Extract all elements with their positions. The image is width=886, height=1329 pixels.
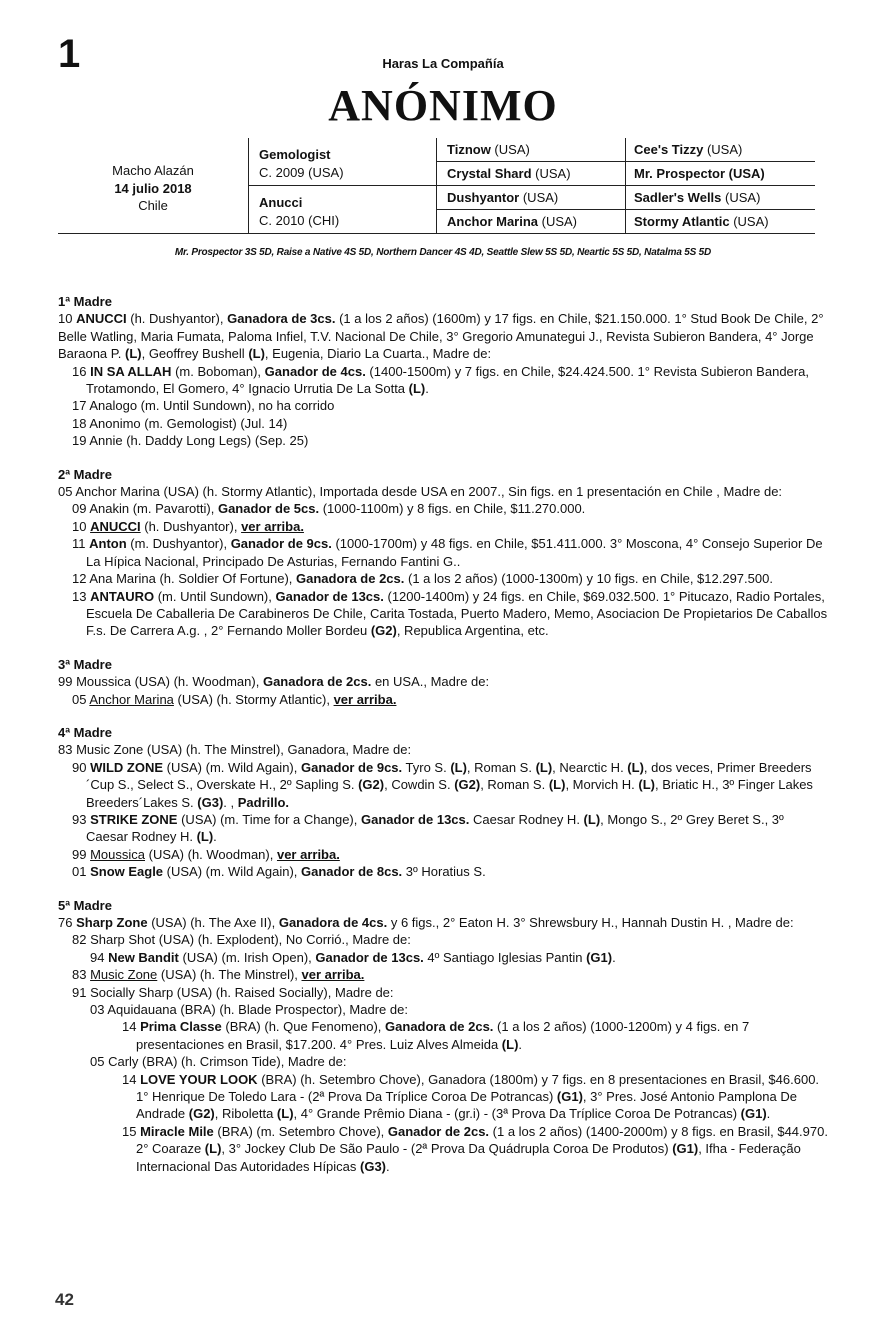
produce-entry: 94 New Bandit (USA) (m. Irish Open), Ganador de 13cs. 4º Santiago Iglesias Pantin (G1).: [90, 949, 616, 965]
produce-entry: 83 Music Zone (USA) (h. The Minstrel), ver arriba.: [72, 967, 365, 983]
horse-country: Chile: [138, 198, 168, 214]
pedigree-sire: [248, 138, 436, 186]
produce-entry: 99 Moussica (USA) (h. Woodman), ver arriba.: [72, 846, 340, 862]
dam-section-title: 2ª Madre: [58, 466, 112, 482]
produce-entry: 15 Miracle Mile (BRA) (m. Setembro Chove), Ganador de 2cs. (1 a los 2 años) (1400-2000m) y 8 figs. en Brasil, $44.970. 2° Coaraze (L), 3° Jockey Club De São Paulo - (2ª Prova Da Quádrupla Coroa De Produtos) (G1), Ifha - Federação Internacional Das Autoridades Hípicas (G3).: [122, 1123, 828, 1174]
produce-entry: 11 Anton (m. Dushyantor), Ganador de 9cs. (1000-1700m) y 48 figs. en Chile, $51.411.000. 3° Moscona, 4° Consejo Superior De La Hípica Nacional, Principado De Asturias, Fernando Fantini G..: [72, 536, 823, 569]
pedigree-table: [58, 138, 815, 234]
produce-entry: 16 IN SA ALLAH (m. Boboman), Ganador de 4cs. (1400-1500m) y 7 figs. en Chile, $24.424.500. 1° Revista Subieron Bandera, Trotamondo, El Gomero, 4° Ignacio Urrutia De La Sotta (L).: [72, 363, 809, 397]
produce-entry: 90 WILD ZONE (USA) (m. Wild Again), Ganador de 9cs. Tyro S. (L), Roman S. (L), Nearctic H. (L), dos veces, Primer Breeders´Cup S., Select S., Overskate H., 2º Sapling S. (G2), Cowdin S. (G2), Roman S. (L), Morvich H. (L), Briatic H., 3º Finger Lakes Breeders´Lakes S. (G3). , Padrillo.: [72, 759, 813, 810]
great-grandparent-1: Cee's Tizzy (USA): [625, 138, 815, 162]
dam-section-1: [58, 293, 828, 450]
produce-entry: 13 ANTAURO (m. Until Sundown), Ganador de 13cs. (1200-1400m) y 24 figs. en Chile, $69.032.500. 1° Pitucazo, Radio Portales, Escuela De Caballeria De Carabineros De Chile, Carita Tostada, Puerto Madero, Memo, Asociacion De Propietarios De Caballos F.s. De Carrera A.g. , 2° Fernando Moller Bordeu (G2), Republica Argentina, etc.: [72, 588, 828, 639]
produce-entry: 14 Prima Classe (BRA) (h. Que Fenomeno), Ganadora de 2cs. (1 a los 2 años) (1000-1200m) y 4 figs. en 7 presentaciones en Brasil, $17.200. 4° Pres. Luiz Alves Almeida (L).: [122, 1019, 750, 1052]
great-grandparent-4: Stormy Atlantic (USA): [625, 210, 815, 234]
farm-name: Haras La Compañía: [382, 56, 504, 71]
produce-entry: 19 Annie (h. Daddy Long Legs) (Sep. 25): [72, 433, 309, 449]
grandparent-2: Crystal Shard (USA): [436, 162, 625, 186]
horse-sex-color: Macho Alazán: [112, 163, 194, 178]
produce-entry: 05 Anchor Marina (USA) (h. Stormy Atlantic), Importada desde USA en 2007., Sin figs. en 1 presentación en Chile , Madre de:: [58, 484, 783, 500]
produce-entry: 91 Socially Sharp (USA) (h. Raised Socially), Madre de:: [72, 984, 394, 1000]
produce-entry: 10 ANUCCI (h. Dushyantor), ver arriba.: [72, 518, 304, 534]
dam-section-title: 5ª Madre: [58, 897, 112, 913]
great-grandparent-3: Sadler's Wells (USA): [625, 186, 815, 210]
pedigree-dam: [248, 186, 436, 234]
dam-detail: C. 2010 (CHI): [259, 212, 340, 228]
dam-section-2: [58, 466, 828, 640]
female-family: [58, 293, 828, 1191]
grandparent-1: Tiznow (USA): [436, 138, 625, 162]
dam-section-title: 4ª Madre: [58, 724, 112, 740]
dam-section-3: [58, 656, 828, 708]
produce-entry: 93 STRIKE ZONE (USA) (m. Time for a Change), Ganador de 13cs. Caesar Rodney H. (L), Mongo S., 2º Grey Beret S., 3º Caesar Rodney H. (L).: [72, 811, 784, 845]
produce-entry: 12 Ana Marina (h. Soldier Of Fortune), Ganadora de 2cs. (1 a los 2 años) (1000-1300m) y 10 figs. en Chile, $12.297.500.: [72, 571, 773, 587]
inbreeding-line: Mr. Prospector 3S 5D, Raise a Native 4S 5D, Northern Dancer 4S 4D, Seattle Slew 5S 5D, Neartic 5S 5D, Natalma 5S 5D: [174, 247, 712, 258]
produce-entry: 82 Sharp Shot (USA) (h. Explodent), No Corrió., Madre de:: [72, 932, 411, 948]
produce-entry: 05 Anchor Marina (USA) (h. Stormy Atlantic), ver arriba.: [72, 691, 397, 707]
sire-detail: C. 2009 (USA): [259, 164, 344, 180]
pedigree-bottom-rule: [58, 233, 815, 234]
page-number: 42: [55, 1290, 74, 1309]
great-grandparents-column: [625, 138, 815, 234]
produce-entry: 01 Snow Eagle (USA) (m. Wild Again), Ganador de 8cs. 3º Horatius S.: [72, 864, 486, 880]
produce-entry: 83 Music Zone (USA) (h. The Minstrel), Ganadora, Madre de:: [58, 742, 412, 758]
lot-number: 1: [58, 32, 81, 76]
grandparents-column: [436, 138, 625, 234]
produce-entry: 17 Analogo (m. Until Sundown), no ha corrido: [72, 398, 335, 414]
grandparent-3: Dushyantor (USA): [436, 186, 625, 210]
produce-entry: 14 LOVE YOUR LOOK (BRA) (h. Setembro Chove), Ganadora (1800m) y 7 figs. en 8 presentaciones en Brasil, $46.600. 1° Henrique De Toledo Lara - (2ª Prova Da Tríplice Coroa De Potrancas) (G1), 3° Pres. José Antonio Pamplona De Andrade (G2), Riboletta (L), 4° Grande Prêmio Diana - (gr.i) - (3ª Prova Da Tríplice Coroa De Potrancas) (G1).: [122, 1071, 820, 1122]
horse-birthdate: 14 julio 2018: [114, 180, 192, 196]
produce-entry: 03 Aquidauana (BRA) (h. Blade Prospector), Madre de:: [90, 1002, 408, 1018]
dam-section-title: 1ª Madre: [58, 294, 112, 309]
produce-entry: 10 ANUCCI (h. Dushyantor), Ganadora de 3cs. (1 a los 2 años) (1600m) y 17 figs. en Chile, $21.150.000. 1° Stud Book De Chile, 2° Belle Watling, Maria Fumata, Paloma Infiel, T.V. Nacional De Chile, 3° Gregorio Amunategui J., Revista Subieron Bandera, 4° Jorge Baraona P. (L), Geoffrey Bushell (L), Eugenia, Diario La Cuarta., Madre de:: [58, 311, 824, 362]
produce-entry: 05 Carly (BRA) (h. Crimson Tide), Madre de:: [90, 1054, 347, 1070]
produce-entry: 18 Anonimo (m. Gemologist) (Jul. 14): [72, 415, 288, 431]
dam-name: Anucci: [259, 195, 303, 210]
horse-basic-info: [58, 162, 248, 215]
produce-entry: 09 Anakin (m. Pavarotti), Ganador de 5cs. (1000-1100m) y 8 figs. en Chile, $11.270.000.: [72, 501, 586, 517]
dam-section-title: 3ª Madre: [58, 656, 112, 672]
sire-name: Gemologist: [259, 147, 331, 162]
dam-section-4: [58, 724, 828, 881]
dam-section-5: [58, 897, 828, 1176]
great-grandparent-2: Mr. Prospector (USA): [625, 162, 815, 186]
produce-entry: 99 Moussica (USA) (h. Woodman), Ganadora de 2cs. en USA., Madre de:: [58, 674, 490, 690]
produce-entry: 76 Sharp Zone (USA) (h. The Axe II), Ganadora de 4cs. y 6 figs., 2° Eaton H. 3° Shrewsbury H., Hannah Dustin H. , Madre de:: [58, 915, 794, 930]
grandparent-4: Anchor Marina (USA): [436, 210, 625, 234]
horse-name: ANÓNIMO: [328, 81, 558, 130]
